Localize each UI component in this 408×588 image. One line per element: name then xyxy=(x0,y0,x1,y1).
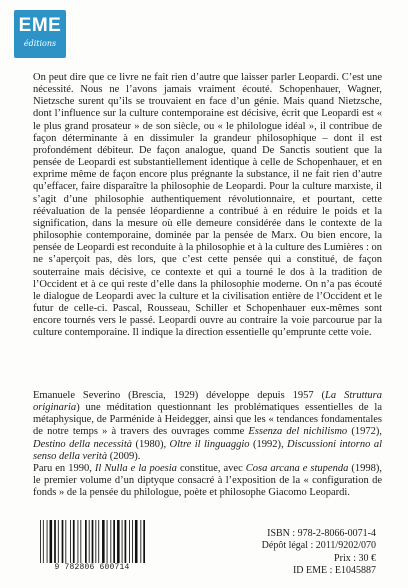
depot-legal-line: Dépôt légal : 2011/9202/070 xyxy=(261,540,376,552)
publisher-logo xyxy=(14,10,66,58)
price-line: Prix : 30 € xyxy=(334,552,376,564)
publication-info xyxy=(250,528,376,577)
eme-id-line: ID EME : E1045887 xyxy=(292,564,376,576)
logo-subtitle: éditions xyxy=(23,39,57,48)
blurb-text xyxy=(33,72,382,339)
publication-paragraph: Paru en 1990, Il Nulla e la poesia constitue, avec Cosa arcana e stupenda (1998), le premier volume d’un diptyque consacré à l’exposition de la « configuration de fonds » de la pensée du philologue, poète et philosophe Giacomo Leopardi. xyxy=(33,462,382,499)
barcode-digits: 9 782806 600714 xyxy=(34,563,150,572)
isbn-line: ISBN : 978-2-8066-0071-4 xyxy=(267,528,376,539)
blurb-paragraph: On peut dire que ce livre ne fait rien d’autre que laisser parler Leopardi. C’est une nécessité. Nous ne l’avons jamais vraiment écouté. Schopenhauer, Wagner, Nietzsche surent qu’ils se trouvaient en face d’un génie. Mais quand Nietzsche, dont l’influence sur la culture contemporaine est décisive, écrit que Leopardi est « le plus grand prosateur » de son siècle, ou « le philologue idéal », il contribue de façon déterminante à en dissimuler la grandeur philosophique – dont il est profondément débiteur. De façon analogue, quand De Sanctis soutient que la pensée de Leopardi est substantiellement identique à celle de Schopenhauer, et en exprime même de façon encore plus prégnante la substance, il ne fait rien d’autre qu’effacer, faire disparaître la philosophie de Leopardi. Pour la culture marxiste, il s’agit d’une philosophie authentiquement révolutionnaire, et pourtant, cette réévaluation de la pensée léopardienne a contribué à en réduire le poids et la signification, dans la mesure où elle demeure considérée dans le contexte de la philosophie contemporaine, dominée par la pensée de Marx. Ou bien encore, la pensée de Leopardi est reconduite à la philosophie et à la culture des Lumières : on ne s’aperçoit pas, dès lors, que c’est cette pensée qui a constitué, de façon souterraine mais décisive, ce contexte et qui a tourné le dos à la tradition de l’Occident et à ce qui reste d’elle dans la philosophie moderne. On n’a pas écouté le dialogue de Leopardi avec la culture et la civilisation entière de l’Occident et le futur de celle-ci. Pascal, Rousseau, Schiller et Schopenhauer eux-mêmes sont encore tournés vers le passé. Leopardi ouvre au contraire la voie parcourue par la culture contemporaine. Il indique la direction essentielle qu’emprunte cette voie. xyxy=(33,72,382,339)
author-bio xyxy=(33,390,382,499)
author-paragraph: Emanuele Severino (Brescia, 1929) développe depuis 1957 (La Struttura originaria) une méditation questionnant les problématiques essentielles de la métaphysique, de Parménide à Heidegger, ainsi que les « tendances fondamentales de notre temps » à travers des ouvrages comme Essenza del nichilismo (1972), Destino della necessità (1980), Oltre il linguaggio (1992), Discussioni intorno al senso della verità (2009). xyxy=(33,390,382,462)
logo-wordmark: EME xyxy=(18,15,62,36)
